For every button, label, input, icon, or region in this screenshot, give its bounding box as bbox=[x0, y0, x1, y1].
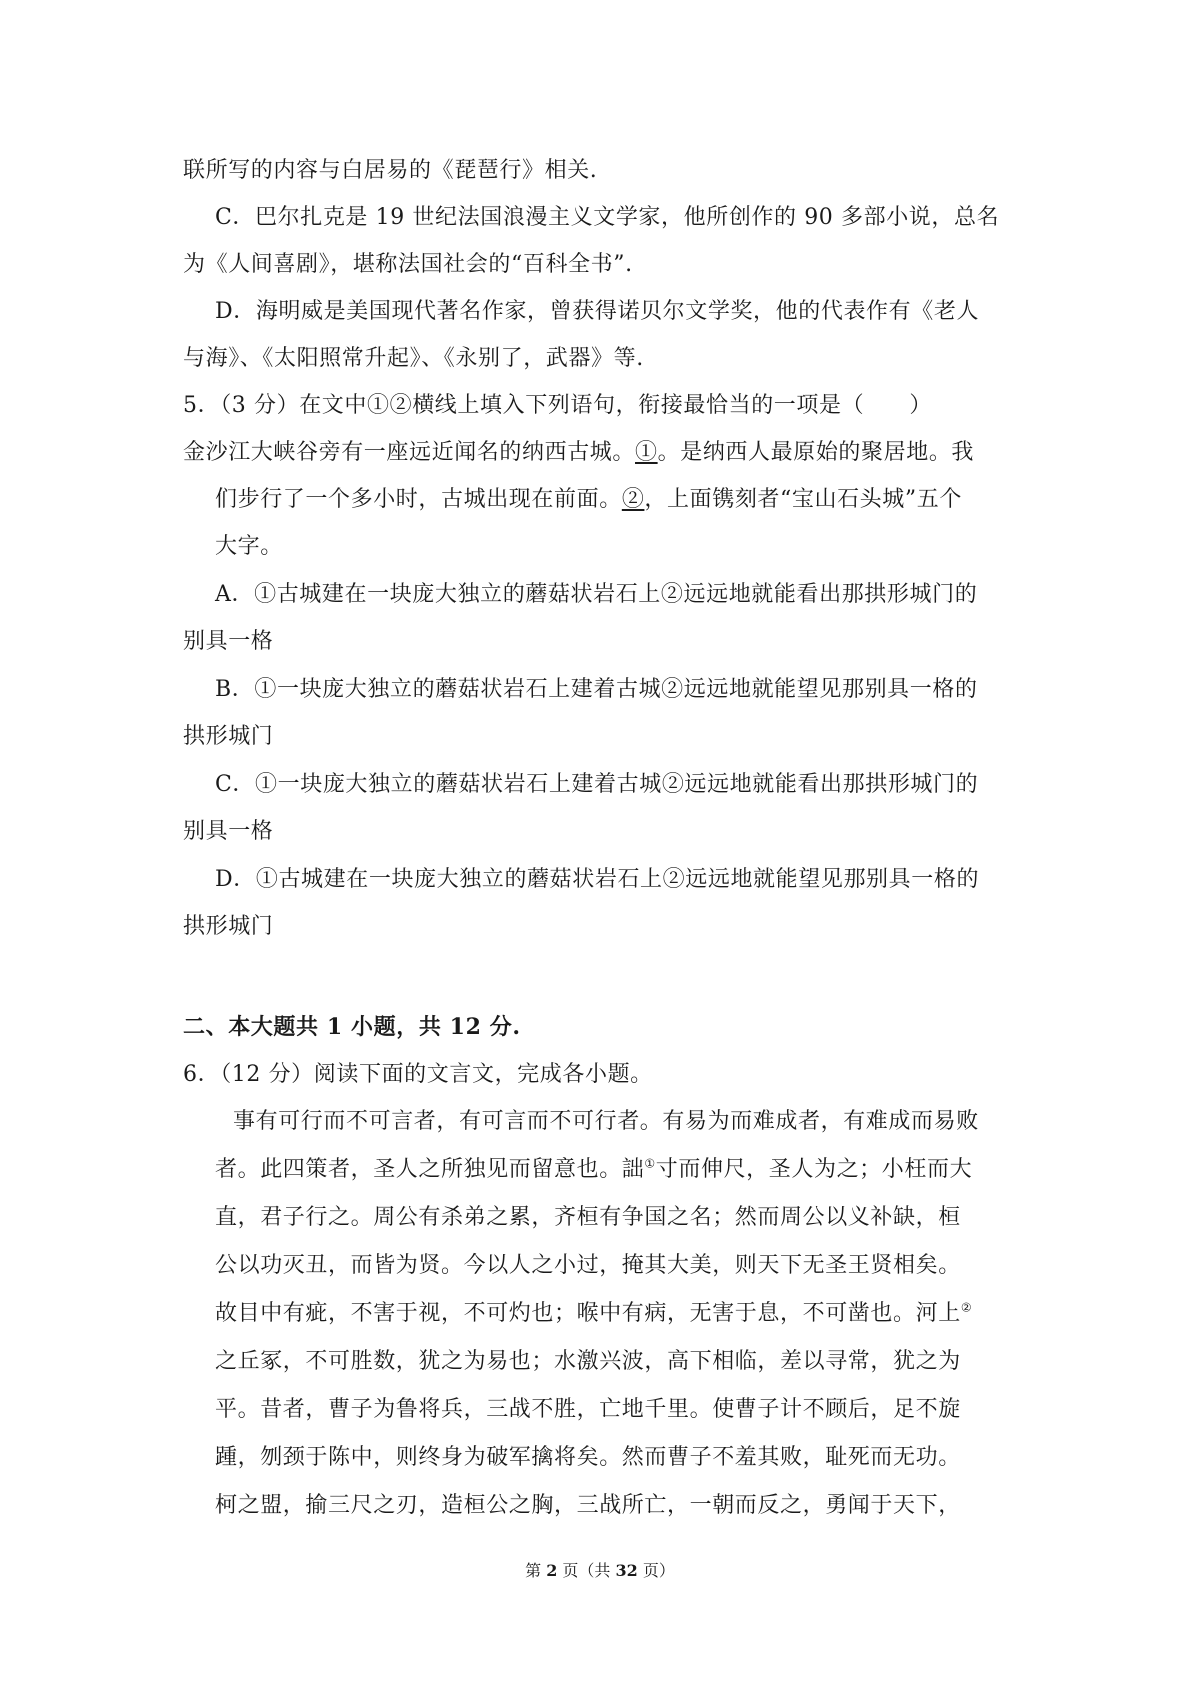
q4-option-d-line2: 与海》、《太阳照常升起》、《永别了，武器》等. bbox=[183, 346, 644, 371]
q6-passage-line: 平。昔者，曹子为鲁将兵，三战不胜，亡地千里。使曹子计不顾后，足不旋 bbox=[215, 1397, 961, 1422]
q5-option-a-line1: A．①古城建在一块庞大独立的蘑菇状岩石上②远远地就能看出那拱形城门的 bbox=[215, 582, 978, 607]
q5-passage-text: 们步行了一个多小时，古城出现在前面。 bbox=[215, 487, 622, 512]
q6-passage-line: 踵，刎颈于陈中，则终身为破军擒将矣。然而曹子不羞其败，耻死而无功。 bbox=[215, 1445, 961, 1470]
page-footer bbox=[0, 1560, 1200, 1582]
q5-passage-text: 。是纳西人最原始的聚居地。我 bbox=[657, 440, 975, 465]
q5-passage-line3: 大字。 bbox=[215, 534, 283, 559]
q6-text: 者。此四策者，圣人之所独见而留意也。詘 bbox=[215, 1157, 645, 1182]
q4-option-c-line2: 为《人间喜剧》，堪称法国社会的“百科全书”. bbox=[183, 252, 633, 277]
footer-text: 第 bbox=[525, 1561, 547, 1580]
q5-option-b-line1: B．①一块庞大独立的蘑菇状岩石上建着古城②远远地就能望见那别具一格的 bbox=[215, 677, 978, 702]
q6-passage-line: 公以功灭丑，而皆为贤。今以人之小过，掩其大美，则天下无圣王贤相矣。 bbox=[215, 1253, 961, 1278]
q5-passage-line1 bbox=[183, 438, 974, 468]
q4-option-b-tail: 联所写的内容与白居易的《琵琶行》相关. bbox=[183, 158, 598, 183]
q5-stem: 5．（3 分）在文中①②横线上填入下列语句，衔接最恰当的一项是（ ） bbox=[183, 393, 932, 418]
q6-text: 寸而伸尺，圣人为之；小枉而大 bbox=[655, 1157, 973, 1182]
q5-option-c-line1: C．①一块庞大独立的蘑菇状岩石上建着古城②远远地就能看出那拱形城门的 bbox=[215, 772, 979, 797]
q6-passage-line bbox=[215, 1299, 972, 1329]
q6-passage-line: 柯之盟，揄三尺之刃，造桓公之胸，三战所亡，一朝而反之，勇闻于天下， bbox=[215, 1493, 961, 1518]
q5-option-d-line2: 拱形城门 bbox=[183, 914, 274, 939]
q6-passage-line: 直，君子行之。周公有杀弟之累，齐桓有争国之名；然而周公以义补缺，桓 bbox=[215, 1205, 961, 1230]
q5-passage-text: ，上面镌刻者“宝山石头城”五个 bbox=[644, 487, 962, 512]
q5-option-c-line2: 别具一格 bbox=[183, 819, 274, 844]
q5-option-a-line2: 别具一格 bbox=[183, 629, 274, 654]
q5-passage-text: 金沙江大峡谷旁有一座远近闻名的纳西古城。 bbox=[183, 440, 636, 465]
footnote-marker-2: ② bbox=[960, 1300, 973, 1315]
q6-passage-line bbox=[215, 1155, 972, 1185]
footnote-marker-1: ① bbox=[644, 1156, 656, 1171]
footer-text: 页） bbox=[637, 1561, 675, 1580]
page-total: 32 bbox=[615, 1561, 638, 1580]
q6-passage-line: 之丘冢，不可胜数，犹之为易也；水激兴波，高下相临，差以寻常，犹之为 bbox=[215, 1349, 961, 1374]
q6-passage-line: 事有可行而不可言者，有可言而不可行者。有易为而难成者，有难成而易败 bbox=[233, 1109, 979, 1134]
footer-text: 页（共 bbox=[557, 1561, 616, 1580]
section-heading: 二、本大题共 1 小题，共 12 分. bbox=[183, 1014, 521, 1040]
q5-passage-line2 bbox=[215, 485, 962, 515]
q5-blank-1: ① bbox=[635, 440, 658, 465]
q6-text: 故目中有疵，不害于视，不可灼也；喉中有病，无害于息，不可凿也。河上 bbox=[215, 1301, 961, 1326]
page-number: 2 bbox=[546, 1561, 558, 1580]
q6-stem: 6．（12 分）阅读下面的文言文，完成各小题。 bbox=[183, 1062, 653, 1087]
q4-option-c-line1: C．巴尔扎克是 19 世纪法国浪漫主义文学家，他所创作的 90 多部小说，总名 bbox=[215, 205, 1000, 230]
q5-option-d-line1: D．①古城建在一块庞大独立的蘑菇状岩石上②远远地就能望见那别具一格的 bbox=[215, 867, 980, 892]
q5-option-b-line2: 拱形城门 bbox=[183, 724, 274, 749]
q5-blank-2: ② bbox=[621, 487, 645, 512]
q4-option-d-line1: D．海明威是美国现代著名作家，曾获得诺贝尔文学奖，他的代表作有《老人 bbox=[215, 299, 980, 324]
